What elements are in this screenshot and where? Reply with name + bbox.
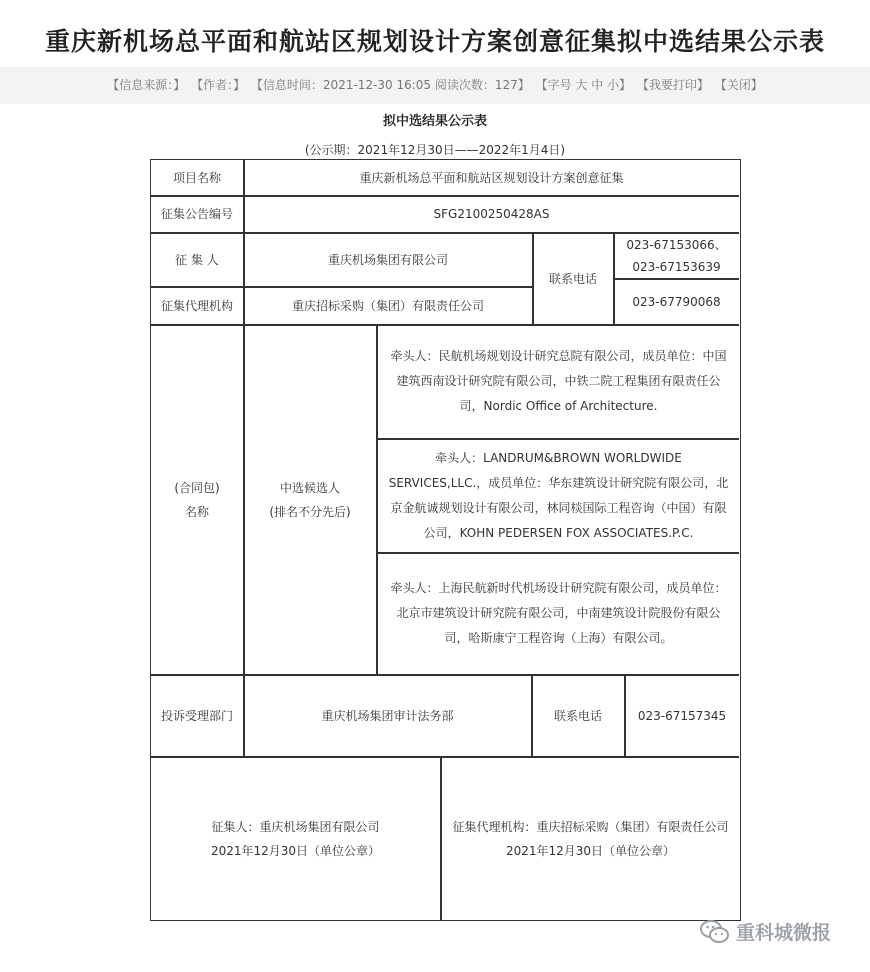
solicitor-value: 重庆机场集团有限公司 bbox=[327, 252, 448, 267]
watermark bbox=[700, 918, 831, 945]
agent-phone: 023-67790068 bbox=[632, 294, 721, 309]
info-bar bbox=[0, 67, 870, 104]
candidate-consortium-3: 牵头人：上海民航新时代机场设计研究院有限公司，成员单位：北京市建筑设计研究院有限公司，中南建筑设计院股份有限公司，哈斯康宁工程咨询（上海）有限公司。 bbox=[390, 581, 727, 645]
solicitor-phone bbox=[614, 233, 739, 278]
package-label-line1: (合同包) bbox=[174, 480, 220, 495]
page-title: 重庆新机场总平面和航站区规划设计方案创意征集拟中选结果公示表 bbox=[44, 27, 825, 56]
info-author: 【作者：】 bbox=[191, 78, 246, 92]
agent-label: 征集代理机构 bbox=[160, 298, 233, 313]
watermark-text: 重科城微报 bbox=[736, 922, 832, 944]
solicitor-phone-line2: 023-67153639 bbox=[632, 259, 721, 274]
project-name-label: 项目名称 bbox=[172, 171, 221, 185]
candidate-consortium-2: 牵头人：LANDRUM&BROWN WORLDWIDE SERVICES,LLC.，成员单位：华东建筑设计研究院有限公司，北京金航诚规划设计有限公司，林同棪国际工程咨询（中国）有限公司，KOHN PEDERSEN FOX ASSOCIATES.P.C. bbox=[388, 450, 729, 540]
info-source: 【信息来源：】 bbox=[107, 78, 186, 92]
publicity-period: (公示期：2021年12月30日——2022年1月4日) bbox=[304, 143, 566, 157]
agent-seal-line2: 2021年12月30日（单位公章） bbox=[505, 843, 676, 858]
solicitor-seal-block bbox=[151, 757, 440, 920]
contract-package-label bbox=[151, 325, 243, 674]
document-heading: 拟中选结果公示表 bbox=[382, 114, 487, 129]
info-time: 【信息时间：2021-12-30 16:05 阅读次数：127】 bbox=[250, 78, 530, 92]
wechat-icon bbox=[700, 919, 730, 945]
project-name-value: 重庆新机场总平面和航站区规划设计方案创意征集 bbox=[359, 171, 624, 185]
results-table bbox=[150, 159, 741, 921]
complaint-dept-label: 投诉受理部门 bbox=[160, 708, 233, 723]
print-link[interactable]: 【我要打印】 bbox=[636, 78, 709, 92]
candidate-consortium-1: 牵头人：民航机场规划设计研究总院有限公司，成员单位：中国建筑西南设计研究院有限公司，中铁二院工程集团有限责任公司，Nordic Office of Architecture. bbox=[390, 349, 727, 413]
notice-number-value: SFG2100250428AS bbox=[433, 207, 550, 221]
solicitor-phone-line1: 023-67153066、 bbox=[626, 237, 727, 252]
solicitor-seal-line1: 征集人：重庆机场集团有限公司 bbox=[211, 819, 380, 834]
notice-number-label: 征集公告编号 bbox=[160, 207, 233, 221]
close-link[interactable]: 【关闭】 bbox=[714, 78, 763, 92]
candidates-label bbox=[244, 325, 376, 674]
solicitor-label: 征 集 人 bbox=[175, 252, 219, 267]
candidates-label-line2: (排名不分先后) bbox=[269, 504, 351, 519]
candidates-label-line1: 中选候选人 bbox=[279, 480, 340, 495]
contact-phone-label: 联系电话 bbox=[548, 271, 597, 286]
complaint-contact-label: 联系电话 bbox=[553, 708, 602, 723]
package-label-line2: 名称 bbox=[184, 504, 209, 519]
complaint-phone: 023-67157345 bbox=[637, 708, 727, 723]
solicitor-seal-line2: 2021年12月30日（单位公章） bbox=[210, 843, 381, 858]
agent-seal-line1: 征集代理机构：重庆招标采购（集团）有限责任公司 bbox=[452, 819, 729, 834]
agent-value: 重庆招标采购（集团）有限责任公司 bbox=[291, 298, 484, 313]
complaint-dept-value: 重庆机场集团审计法务部 bbox=[321, 708, 454, 723]
agent-seal-block bbox=[442, 757, 739, 920]
font-size-control[interactable]: 【字号 大 中 小】 bbox=[535, 78, 632, 92]
